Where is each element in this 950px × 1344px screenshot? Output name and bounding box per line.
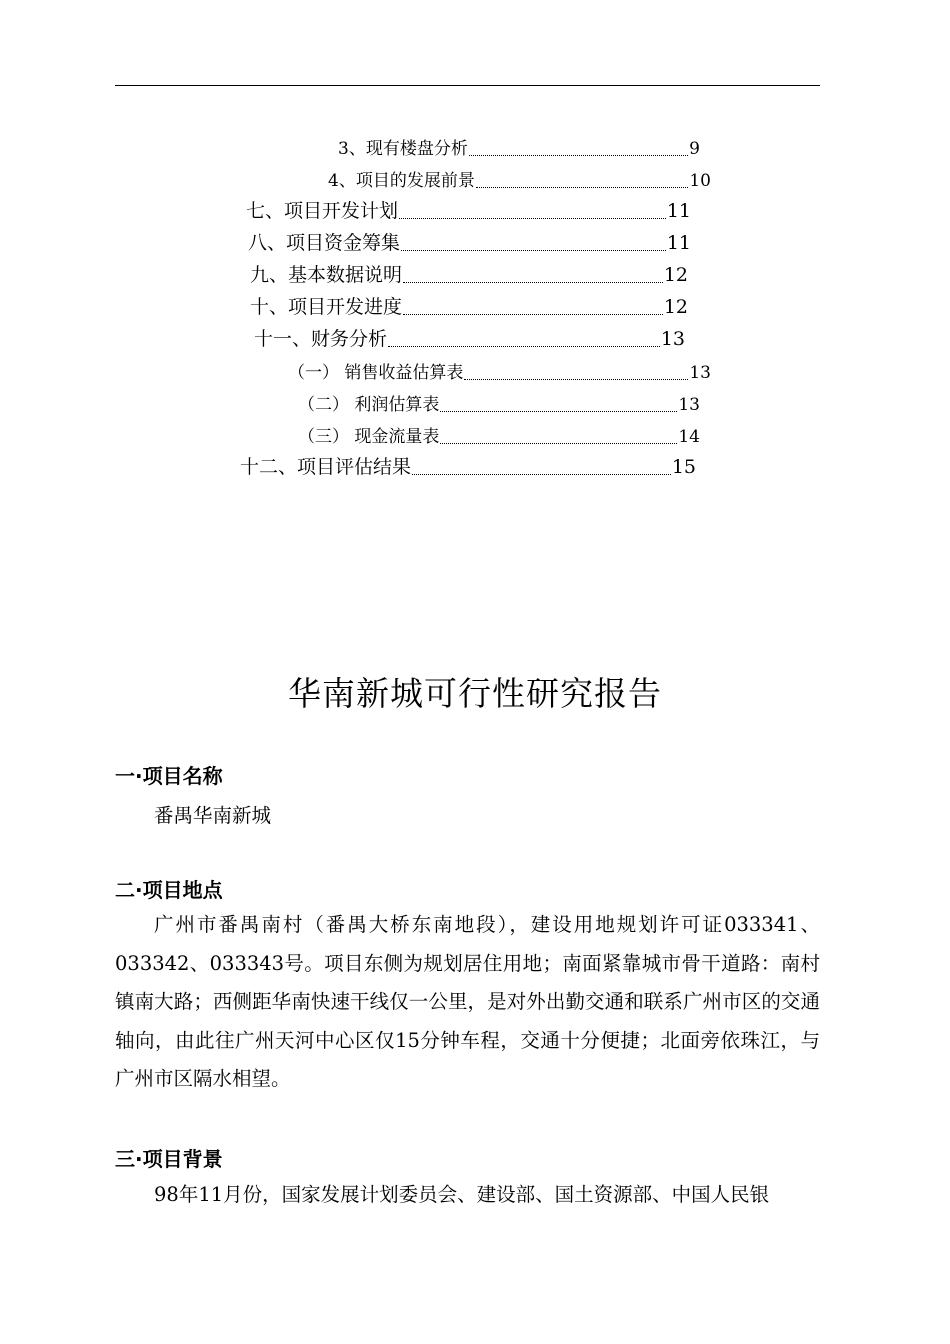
toc-item[interactable] — [298, 390, 700, 414]
toc-item[interactable] — [250, 293, 688, 317]
section-paragraph: 98年11月份，国家发展计划委员会、建设部、国土资源部、中国人民银 — [154, 1183, 770, 1206]
toc-item[interactable] — [328, 166, 711, 190]
toc-item-page: 14 — [678, 427, 700, 447]
toc-item-label: 九、基本数据说明 — [250, 264, 403, 286]
toc-leader — [440, 443, 677, 444]
toc-item-label: 十一、财务分析 — [254, 328, 388, 350]
toc-leader — [412, 474, 671, 475]
toc-item[interactable] — [298, 422, 700, 446]
toc-item-page: 15 — [671, 456, 696, 478]
toc-leader — [388, 346, 660, 347]
toc-item-label: 八、项目资金筹集 — [248, 232, 401, 254]
toc-leader — [464, 379, 688, 380]
toc-leader — [399, 218, 666, 219]
toc-item-page: 11 — [666, 200, 691, 222]
toc-item-label: （二） 利润估算表 — [298, 395, 440, 415]
section-heading: 二·项目地点 — [115, 878, 223, 902]
toc-item-page: 12 — [663, 296, 688, 318]
toc-item-label: 十二、项目评估结果 — [240, 456, 412, 478]
toc-item-page: 12 — [663, 264, 688, 286]
toc-item-label: （三） 现金流量表 — [298, 427, 440, 447]
toc-item[interactable] — [338, 134, 700, 158]
toc-item[interactable] — [288, 358, 711, 382]
toc-item-label: （一） 销售收益估算表 — [288, 363, 464, 383]
toc-item[interactable] — [240, 453, 696, 477]
toc-item[interactable] — [248, 229, 691, 253]
toc-item-label: 七、项目开发计划 — [246, 200, 399, 222]
toc-leader — [440, 411, 677, 412]
toc-leader — [403, 314, 663, 315]
toc-leader — [476, 187, 689, 188]
toc-item-page: 13 — [689, 363, 711, 383]
toc-item-label: 十、项目开发进度 — [250, 296, 403, 318]
section-heading: 一·项目名称 — [115, 764, 223, 788]
section-paragraph: 番禺华南新城 — [154, 804, 272, 827]
toc-item-page: 11 — [666, 232, 691, 254]
document-title: 华南新城可行性研究报告 — [288, 674, 662, 713]
toc-item-page: 10 — [689, 171, 711, 191]
toc-item[interactable] — [250, 261, 688, 285]
toc-item[interactable] — [246, 197, 691, 221]
toc-item-page: 13 — [678, 395, 700, 415]
toc-leader — [403, 282, 663, 283]
section-paragraph: 广州市番禺南村（番禺大桥东南地段），建设用地规划许可证033341、033342、033343号。项目东侧为规划居住用地；南面紧靠城市骨干道路：南村镇南大路；西侧距华南快速干线仅一公里，是对外出勤交通和联系广州市区的交通轴向，由此往广州天河中心区仅15分钟车程，交通十分便捷；北面旁依珠江，与广州市区隔水相望。 — [115, 913, 820, 1090]
section-heading: 三·项目背景 — [115, 1147, 223, 1171]
toc-item-label: 3、现有楼盘分析 — [338, 139, 468, 159]
toc-item-label: 4、项目的发展前景 — [328, 171, 475, 191]
toc-item-page: 13 — [660, 328, 685, 350]
toc-leader — [401, 250, 666, 251]
toc-leader — [469, 155, 688, 156]
header-rule — [115, 85, 820, 86]
toc-item-page: 9 — [689, 139, 700, 159]
toc-item[interactable] — [254, 325, 685, 349]
